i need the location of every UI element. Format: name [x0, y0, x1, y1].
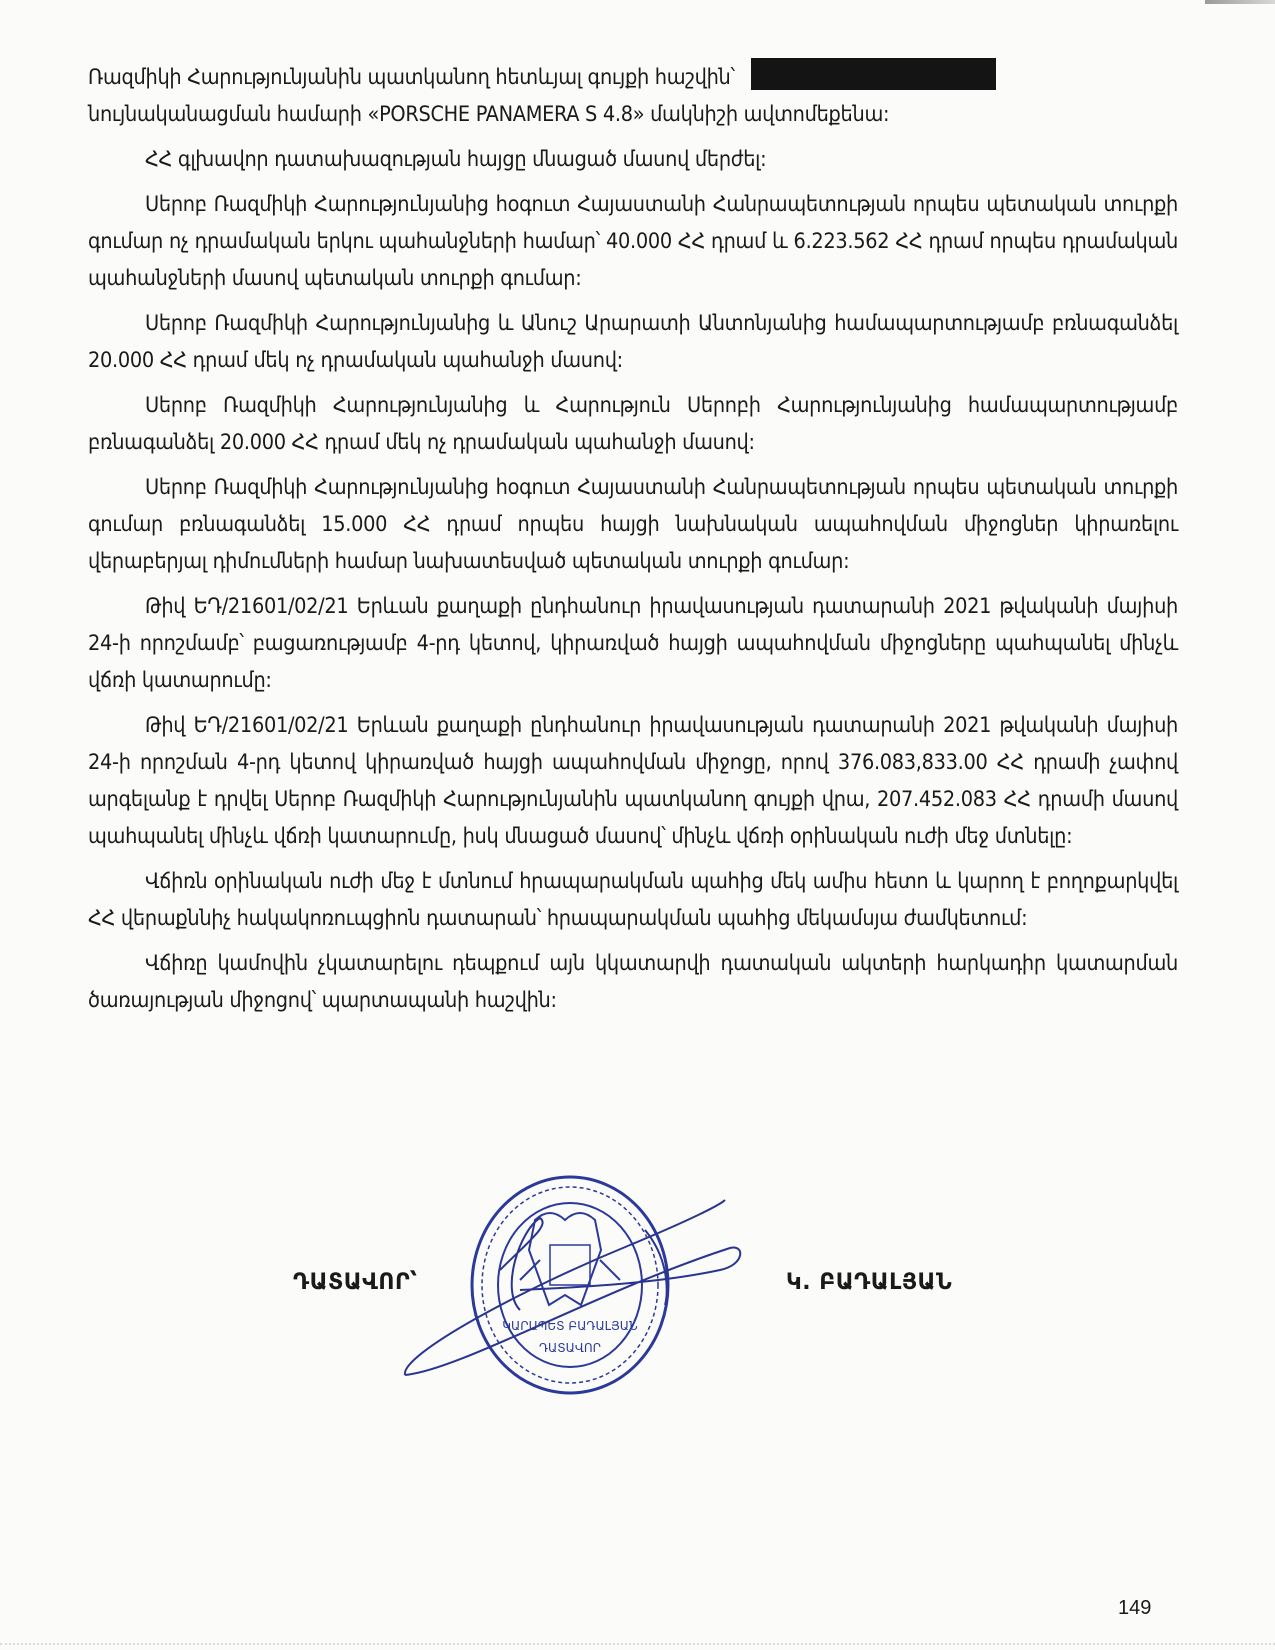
- paragraph-1: [88, 58, 1178, 133]
- stamp-seal-icon: [472, 1177, 668, 1393]
- document-body: [88, 58, 1178, 1027]
- redacted-block: [751, 58, 996, 90]
- paragraph-4: Սերոբ Ռազմիկի Հարությունյանից և Անուշ Արարատի Անտոնյանից համապարտությամբ բռնագանձել 20.000 ՀՀ դրամ մեկ ոչ դրամական պահանջի մասով:: [88, 311, 1178, 373]
- paragraph-3: Սերոբ Ռազմիկի Հարությունյանից հօգուտ Հայաստանի Հանրապետության որպես պետական տուրքի գումար ոչ դրամական երկու պահանջների համար՝ 40.000 ՀՀ դրամ և 6.223.562 ՀՀ դրամ որպես դրամական պահանջների մասով պետական տուրքի գումար:: [88, 192, 1178, 291]
- page-number: 149: [1118, 1597, 1152, 1619]
- stamp-center-role: ԴԱՏԱՎՈՐ: [538, 1341, 602, 1355]
- stamp-center-name: ԿԱՐԱՊԵՏ ԲԱԴԱԼՅԱՆ: [502, 1319, 638, 1333]
- judge-name: Կ. ԲԱԴԱԼՅԱՆ: [786, 1270, 953, 1295]
- paragraph-9: Վճիռն օրինական ուժի մեջ է մտնում հրապարակման պահից մեկ ամիս հետո և կարող է բողոքարկվել ՀՀ վերաքննիչ հակակոռուպցիոն դատարան՝ հրապարակման պահից մեկամսյա ժամկետում:: [88, 869, 1178, 931]
- paragraph-1-text: Ռազմիկի Հարությունյանին պատկանող հետևյալ գույքի հաշվին՝: [88, 65, 741, 90]
- paragraph-6: Սերոբ Ռազմիկի Հարությունյանից հօգուտ Հայաստանի Հանրապետության որպես պետական տուրքի գումար բռնագանձել 15.000 ՀՀ դրամ որպես հայցի նախնական ապահովման միջոցներ կիրառելու վերաբերյալ դիմումների համար նախատեսված պետական տուրքի գումար:: [88, 475, 1178, 574]
- official-stamp: [400, 1170, 780, 1430]
- paragraph-7: Թիվ ԵԴ/21601/02/21 Երևան քաղաքի ընդհանուր իրավասության դատարանի 2021 թվականի մայիսի 24-ի որոշմամբ՝ բացառությամբ 4-րդ կետով, կիրառված հայցի ապահովման միջոցները պահպանել մինչև վճռի կատարումը:: [88, 594, 1178, 693]
- scan-bottom-edge: [0, 1643, 1275, 1645]
- paragraph-10: Վճիռը կամովին չկատարելու դեպքում այն կկատարվի դատական ակտերի հարկադիր կատարման ծառայության միջոցով՝ պարտապանի հաշվին:: [88, 951, 1178, 1013]
- scan-edge: [1205, 0, 1275, 4]
- signature-block: [0, 1170, 1275, 1430]
- paragraph-8: Թիվ ԵԴ/21601/02/21 Երևան քաղաքի ընդհանուր իրավասության դատարանի 2021 թվականի մայիսի 24-ի որոշման 4-րդ կետով կիրառված հայցի ապահովման միջոցը, որով 376.083,833.00 ՀՀ դրամի չափով արգելանք է դրվել Սերոբ Ռազմիկի Հարությունյանին պատկանող գույքի վրա, 207.452.083 ՀՀ դրամի մասով պահպանել մինչև վճռի կատարումը, իսկ մնացած մասով՝ մինչև վճռի օրինական ուժի մեջ մտնելը:: [88, 713, 1178, 849]
- paragraph-5: Սերոբ Ռազմիկի Հարությունյանից և Հարություն Սերոբի Հարությունյանից համապարտությամբ բռնագանձել 20.000 ՀՀ դրամ մեկ ոչ դրամական պահանջի մասով:: [88, 393, 1178, 455]
- paragraph-2: ՀՀ գլխավոր դատախազության հայցը մնացած մասով մերժել:: [145, 147, 767, 172]
- judge-title: ԴԱՏԱՎՈՐ՝: [293, 1270, 418, 1295]
- paragraph-1-continuation: նույնականացման համարի «PORSCHE PANAMERA S 4.8» մակնիշի ավտոմեքենա:: [88, 102, 890, 127]
